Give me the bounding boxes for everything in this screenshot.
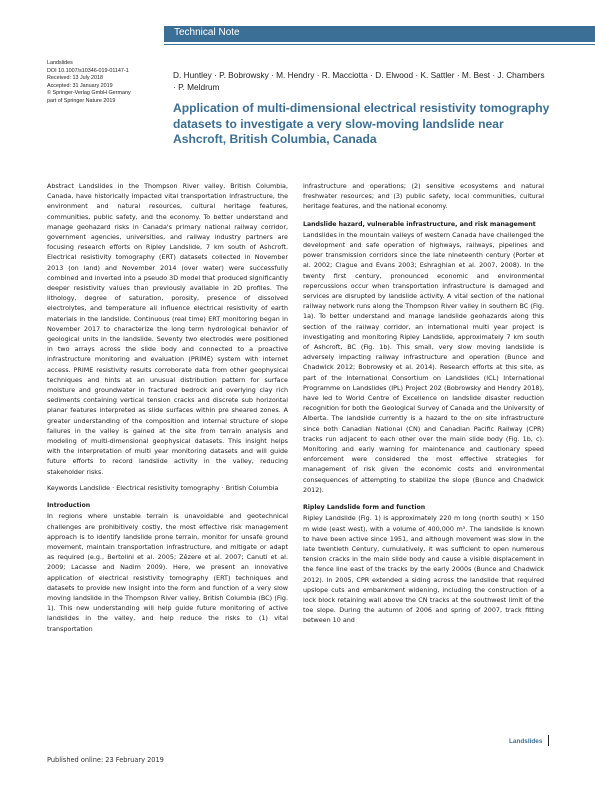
abstract: Abstract Landslides in the Thompson River valley, British Columbia, Canada, have historically impacted vital transportation infrastructure, the environment and natural resources, cultural heritage features, communities, public safety, and the economy. To better understand and manage geohazard risks in Canada's primary national railway corridor, government agencies, universities, and railway industry partners are focusing research efforts on Ripley Landslide, 7 km south of Ashcroft. Electrical resistivity tomography (ERT) datasets collected in November 2013 (on land) and November 2014 (over water) were successfully combined and inverted into a pseudo 3D model that produced significantly deeper resistivity values than previously available in 2D profiles. The lithology, degree of saturation, porosity, presence of dissolved electrolytes, and temperature all influence electrical resistivity of earth materials in the landslide. Continuous (real time) ERT monitoring began in November 2017 to characterize the long term hydrological behavior of geological units in the landslide. Seventy two electrodes were positioned in two arrays across the slide body and connected to a proactive infrastructure monitoring and evaluation (PRIME) system with internet access. PRIME resistivity results corroborate data from other geophysical techniques and hints at an unusual distribution pattern for surface moisture and groundwater in fractured bedrock and overlying clay rich sediments containing vertical tension cracks and discrete sub horizontal planar features interpreted as slide surfaces within pre sheared zones. A greater understanding of the composition and internal structure of slope failures in the valley is gained at the site from terrain analysis and modeling of multi-dimensional geophysical datasets. This insight helps with the interpretation of multi year monitoring datasets and will guide future efforts to record landslide activity in the valley, reducing stakeholder risks.	[47, 182, 288, 476]
right-column	[303, 181, 544, 626]
footer-mark	[548, 735, 549, 746]
section-heading-hazard: Landslide hazard, vulnerable infrastructure, and risk management	[303, 220, 536, 228]
received-date: Received: 13 July 2018	[47, 75, 104, 82]
section-label: Technical Note	[174, 27, 240, 38]
section-text-hazard: Landslides in the mountain valleys of western Canada have challenged the development and safe operation of highways, railways, pipelines and power transmission corridors since the late nineteenth century (Porter et al. 2002; Clague and Evans 2003; Eshraghian et al. 2007, 2008). In the twenty first century, pronounced economic and environmental repercussions occur when transportation infrastructure is damaged and services are disrupted by landslide activity. A vital section of the national railway network runs along the Thompson River valley in southern BC (Fig. 1a). To better understand and manage landslide geohazards along this section of the railway corridor, an international multi year project is investigating and monitoring Ripley Landslide, approximately 7 km south of Ashcroft, BC (Fig. 1b). This small, very slow moving landslide is adversely impacting railway infrastructure and operation (Bunce and Chadwick 2012; Bobrowsky et al. 2014). Research efforts at this site, as part of the International Consortium on Landslides (ICL) International Programme on Landslides (IPL) Project 202 (Bobrowsky and Hendry 2018), have led to World Centre of Excellence on landslide disaster reduction recognition for both the Geological Survey of Canada and the University of Alberta. The landslide currently is a hazard to the on site infrastructure since both Canadian National (CN) and Canadian Pacific Railway (CPR) tracks run adjacent to each other over the main slide body (Fig. 1b, c). Monitoring and early warning for maintenance and cautionary speed enforcement were considered the most effective strategies for management of risk given the economic costs and environmental consequences of attempting to stabilize the slope (Bunce and Chadwick 2012).	[303, 230, 544, 494]
section-header-bar	[164, 26, 595, 42]
accepted-date: Accepted: 31 January 2019	[47, 82, 113, 89]
article-title: Application of multi-dimensional electrical resistivity tomography datasets to investigate a very slow-moving landslide near Ashcroft, British Columbia, Canada	[173, 101, 550, 146]
header-rule	[164, 44, 595, 45]
section-text-ripley: Ripley Landslide (Fig. 1) is approximately 220 m long (north south) × 150 m wide (east west), with a volume of 400,000 m³. The landslide is known to have been active since 1951, and although movement was slow in the late twentieth Century, cumulatively, it was sufficient to open numerous tension cracks in the main slide body and cause a visible displacement in the fence line east of the tracks by the early 2000s (Bunce and Chadwick 2012). In 2005, CPR extended a siding across the landslide that required upslope cuts and embankment widening, including the construction of a lock block retaining wall above the CN tracks at the southwest limit of the toe slope. During the autumn of 2006 and spring of 2007, track fitting between 10 and	[303, 514, 544, 625]
published-date: Published online: 23 February 2019	[47, 756, 164, 764]
journal-name: Landslides	[47, 60, 73, 66]
section-heading-ripley: Ripley Landslide form and function	[303, 504, 426, 512]
intro-continued: infrastructure and operations; (2) sensitive ecosystems and natural freshwater resources; and (3) public safety, local communities, cultural heritage features, and the national economy.	[303, 182, 544, 211]
author-list: D. Huntley · P. Bobrowsky · M. Hendry · R. Macciotta · D. Elwood · K. Sattler · M. Best · J. Chambers · P. Meldrum	[173, 70, 545, 92]
doi: DOI 10.1007/s10346-019-01147-1	[47, 67, 129, 74]
intro-text: In regions where unstable terrain is unavoidable and geotechnical challenges are prohibitively costly, the most effective risk management approach is to identify landslide prone terrain, monitor for unsafe ground movement, maintain transportation infrastructure, and mitigate or adapt as required (e.g., Bertolini et al. 2005; Zêzere et al. 2007; Canuti et al. 2009; Lacasse and Nadim 2009). Here, we present an innovative application of electrical resistivity tomography (ERT) techniques and datasets to provide new insight into the form and function of a very slow moving landslide in the Thompson River valley, British Columbia (BC) (Fig. 1). This new understanding will help guide future monitoring of active landslides in the valley, and help reduce the risks to (1) vital transportation	[47, 512, 288, 633]
article-meta	[47, 60, 165, 106]
left-column	[47, 181, 288, 634]
copyright-line-2: part of Springer Nature 2019	[47, 97, 116, 104]
footer-journal-label: Landslides	[509, 738, 543, 745]
intro-heading: Introduction	[47, 502, 91, 510]
copyright-line: © Springer-Verlag GmbH Germany	[47, 90, 131, 97]
keywords: Keywords Landslide · Electrical resistivity tomography · British Columbia	[47, 483, 279, 492]
